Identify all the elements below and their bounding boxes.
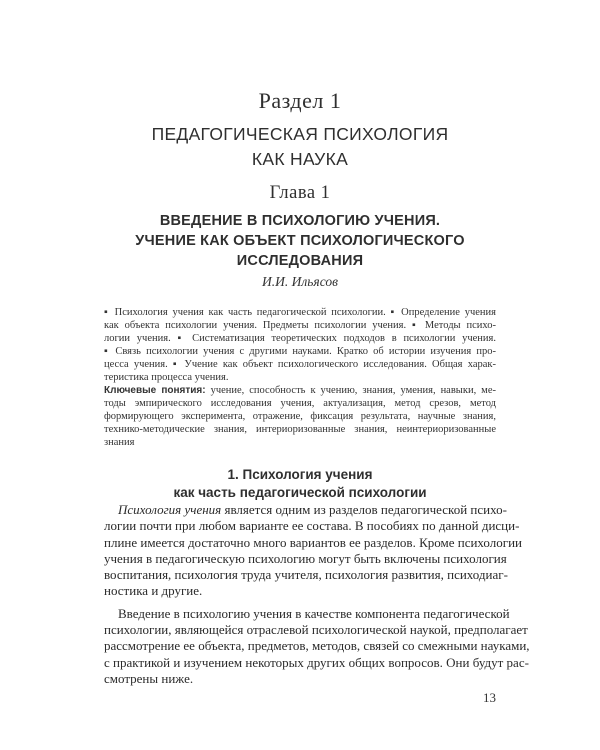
paragraph-line: ностика и другие. xyxy=(104,583,203,599)
author-name: И.И. Ильясов xyxy=(262,274,338,289)
keywords-line: знания xyxy=(104,437,135,448)
subsection-heading-line: 1. Психология учения xyxy=(227,467,373,482)
section-title-line: ПЕДАГОГИЧЕСКАЯ ПСИХОЛОГИЯ xyxy=(151,124,449,144)
abstract-line: ▪ Психология учения как часть педагогической психологии. ▪ Определение учения xyxy=(104,307,496,318)
chapter-title xyxy=(0,211,600,271)
keywords-label: Ключевые понятия: xyxy=(104,385,206,396)
chapter-title-line: УЧЕНИЕ КАК ОБЪЕКТ ПСИХОЛОГИЧЕСКОГО xyxy=(135,233,465,249)
abstract-line: цесса учения. ▪ Учение как объект психологического исследования. Общая харак- xyxy=(104,359,496,370)
paragraph-line: рассмотрение ее объекта, предметов, методов, связей со смежными науками, xyxy=(104,638,530,654)
page-number: 13 xyxy=(483,690,496,705)
paragraph-line: логии почти при любом варианте ее состава. В пособиях по данной дисци- xyxy=(104,518,520,534)
paragraph-line: с практикой и изучением некоторых других общих вопросов. Они будут рас- xyxy=(104,654,529,670)
chapter-title-line: ИССЛЕДОВАНИЯ xyxy=(236,253,364,269)
paragraph-line: смотрены ниже. xyxy=(104,670,194,686)
keywords-text: учение, способность к учению, знания, умения, навыки, ме- xyxy=(205,385,496,396)
chapter-abstract xyxy=(104,306,496,449)
paragraph-text: является одним из разделов педагогической психо- xyxy=(221,502,507,517)
subsection-heading xyxy=(0,466,600,502)
paragraph-line: учения в педагогическую психологию могут быть включены психология xyxy=(104,550,507,566)
abstract-line: как объекта психологии учения. Предметы психологии учения. ▪ Методы психо- xyxy=(104,320,496,331)
paragraph-line: плине имеется достаточно много вариантов ее разделов. Кроме психологии xyxy=(104,534,522,550)
abstract-line: ▪ Связь психологии учения с другими науками. Кратко об истории изучения про- xyxy=(104,346,496,357)
paragraph-line: воспитания, психология труда учителя, психология развития, психодиаг- xyxy=(104,567,508,583)
paragraph-line: Введение в психологию учения в качестве компонента педагогической xyxy=(118,605,510,621)
keywords-line: технико-методические знания, интериоризованные знания, неинтериоризованные xyxy=(104,424,496,435)
abstract-line: теристика процесса учения. xyxy=(104,372,229,383)
keywords-line: формирующего эксперимента, отражение, фиксация результата, научные знания, xyxy=(104,411,496,422)
section-title xyxy=(0,122,600,172)
subsection-heading-line: как часть педагогической психологии xyxy=(173,485,427,500)
paragraph-line: психологии, являющейся отраслевой психологической наукой, предполагает xyxy=(104,622,528,638)
keywords-line xyxy=(104,384,496,397)
paragraph-line xyxy=(104,502,507,518)
italic-term: Психология учения xyxy=(118,502,222,517)
section-label: Раздел 1 xyxy=(258,88,342,113)
chapter-label: Глава 1 xyxy=(269,183,331,203)
abstract-line: логии учения. ▪ Систематизация теоретических подходов в психологии учения. xyxy=(104,333,496,344)
section-title-line: КАК НАУКА xyxy=(251,149,349,169)
body-text xyxy=(104,502,530,687)
chapter-title-line: ВВЕДЕНИЕ В ПСИХОЛОГИЮ УЧЕНИЯ. xyxy=(159,213,441,229)
keywords-line: тоды эмпирического исследования учения, актуализация, метод срезов, метод xyxy=(104,398,496,409)
